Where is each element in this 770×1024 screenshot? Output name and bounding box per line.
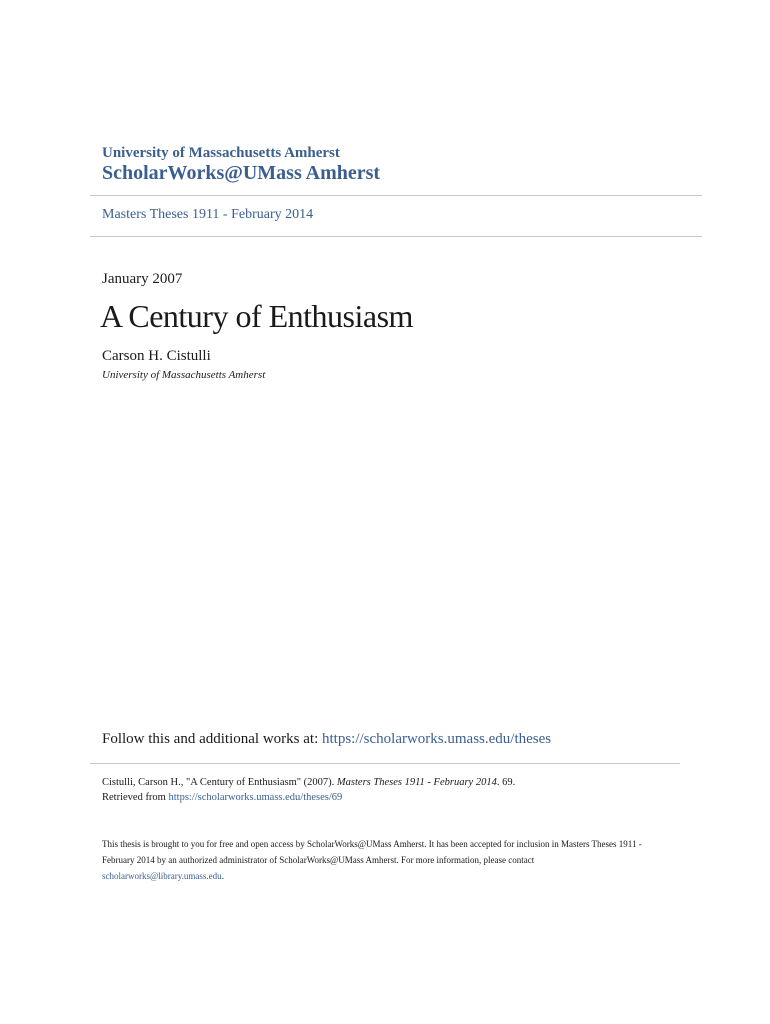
- citation-text: Cistulli, Carson H., "A Century of Enthusiasm" (2007).: [102, 777, 337, 788]
- retrieved-line: [102, 790, 702, 805]
- retrieved-label: Retrieved from: [102, 792, 169, 803]
- author-affiliation: University of Massachusetts Amherst: [102, 369, 266, 381]
- repository-name: ScholarWorks@UMass Amherst: [102, 162, 381, 184]
- access-line-2: February 2014 by an authorized administrator of ScholarWorks@UMass Amherst. For more information, please contact: [102, 855, 535, 865]
- access-line-1: This thesis is brought to you for free and open access by ScholarWorks@UMass Amherst. It has been accepted for inclusion in Masters Theses 1911 -: [102, 839, 642, 849]
- email-suffix: .: [221, 871, 224, 881]
- author-name: Carson H. Cistulli: [102, 348, 211, 364]
- collection-name: Masters Theses 1911 - February 2014: [102, 207, 314, 222]
- publication-date: January 2007: [102, 271, 183, 287]
- follow-label: Follow this and additional works at:: [102, 731, 322, 747]
- citation-number: . 69.: [496, 777, 516, 788]
- header-divider: [90, 195, 702, 196]
- access-statement: [102, 836, 722, 884]
- collection-divider: [90, 236, 702, 237]
- citation-block: [102, 775, 702, 805]
- follow-line: [102, 731, 551, 748]
- follow-link[interactable]: https://scholarworks.umass.edu/theses: [321, 731, 552, 747]
- document-title: A Century of Enthusiasm: [100, 298, 413, 334]
- citation-series: Masters Theses 1911 - February 2014: [336, 777, 497, 788]
- retrieved-link[interactable]: https://scholarworks.umass.edu/theses/69: [168, 792, 343, 803]
- institution-name: University of Massachusetts Amherst: [102, 145, 340, 161]
- access-line-3: [102, 868, 722, 884]
- citation-line: [102, 775, 702, 790]
- contact-email-link[interactable]: scholarworks@library.umass.edu: [102, 871, 222, 881]
- follow-divider: [90, 763, 680, 764]
